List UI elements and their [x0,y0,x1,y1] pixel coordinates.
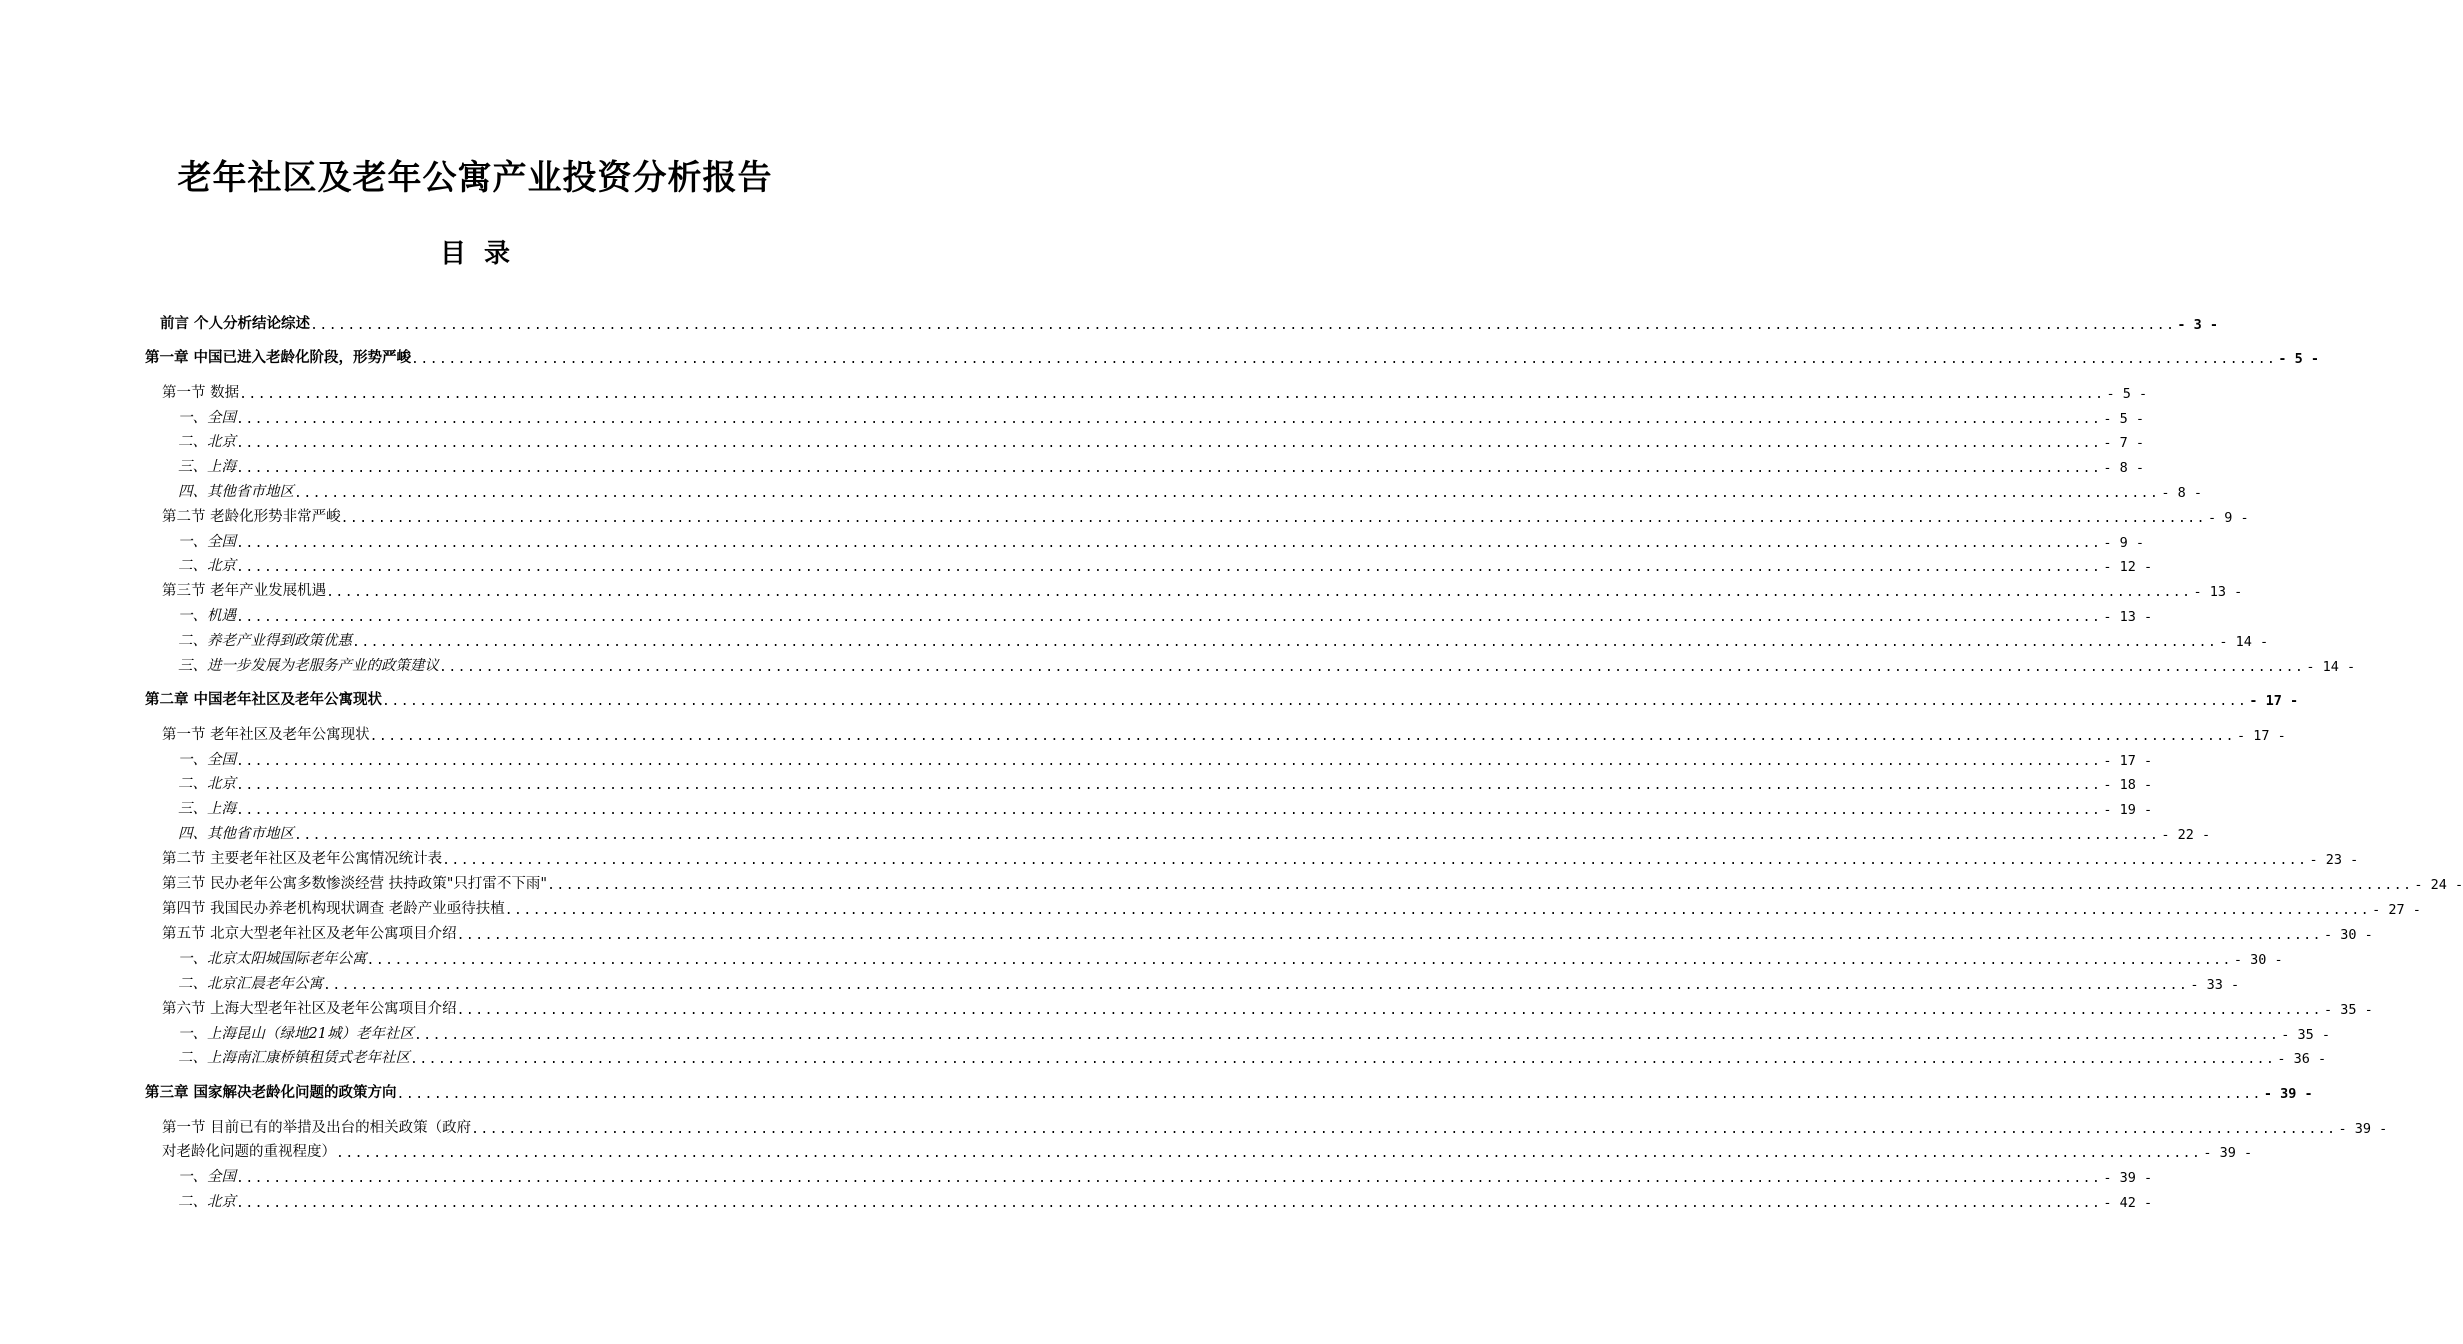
toc-entry-label: 四、其他省市地区 [178,826,294,842]
toc-entry-label: 第一节 数据 [162,385,240,401]
toc-leader-dots: ........................................................................................................................................................................................................ [294,828,2160,843]
toc-entry-label: 一、上海昆山（绿地21城）老年社区 [178,1026,414,1042]
toc-entry-page: - 13 - [2103,609,2153,625]
toc-entry-label: 一、全国 [178,752,236,768]
toc-entry-page: - 17 - [2236,728,2286,744]
toc-entry-label: 一、全国 [178,410,236,426]
toc-entry[interactable] [178,771,2153,793]
toc-entry[interactable] [178,553,2153,575]
toc-leader-dots: ........................................................................................................................................................................................................ [236,610,2102,625]
toc-entry-page: - 19 - [2103,802,2153,818]
toc-entry-label: 对老龄化问题的重视程度） [162,1144,336,1160]
toc-leader-dots: ........................................................................................................................................................................................................ [382,694,2248,709]
toc-entry-label: 四、其他省市地区 [178,484,294,500]
toc-entry-label: 二、北京 [178,434,236,450]
toc-entry-label: 二、北京 [178,1194,236,1210]
toc-leader-dots: ........................................................................................................................................................................................................ [504,903,2371,918]
toc-leader-dots: ........................................................................................................................................................................................................ [442,853,2308,868]
toc-entry-page: - 39 - [2203,1145,2253,1161]
toc-entry-label: 第四节 我国民办养老机构现状调查 老龄产业亟待扶植 [162,901,505,917]
toc-entry[interactable] [178,628,2269,650]
toc-entry[interactable] [178,1021,2331,1043]
toc-entry-label: 三、上海 [178,801,236,817]
toc-entry-page: - 33 - [2190,977,2240,993]
toc-entry[interactable] [178,821,2211,843]
toc-entry[interactable] [162,380,2148,402]
toc-leader-dots: ........................................................................................................................................................................................................ [547,878,2413,893]
toc-entry[interactable] [178,1164,2153,1186]
toc-entry-label: 三、上海 [178,459,236,475]
toc-entry[interactable] [162,1115,2388,1137]
toc-entry-page: - 9 - [2207,510,2249,526]
toc-entry-page: - 35 - [2281,1027,2331,1043]
toc-entry-label: 第一节 目前已有的举措及出台的相关政策（政府 [162,1120,472,1136]
toc-entry-label: 前言 个人分析结论综述 [160,316,311,332]
toc-entry-page: - 39 - [2263,1086,2313,1102]
toc-entry-label: 一、全国 [178,534,236,550]
toc-entry-page: - 14 - [2306,659,2356,675]
toc-entry-label: 第二节 老龄化形势非常严峻 [162,509,341,525]
document-title: 老年社区及老年公寓产业投资分析报告 [177,158,773,198]
toc-leader-dots: ........................................................................................................................................................................................................ [239,387,2105,402]
toc-leader-dots: ........................................................................................................................................................................................................ [294,486,2160,501]
toc-leader-dots: ........................................................................................................................................................................................................ [410,1052,2276,1067]
toc-entry-page: - 22 - [2161,827,2211,843]
toc-entry-label: 一、机遇 [178,608,236,624]
toc-leader-dots: ........................................................................................................................................................................................................ [323,978,2189,993]
toc-entry-page: - 27 - [2372,902,2421,918]
toc-entry[interactable] [145,687,2299,709]
toc-entry-label: 二、北京 [178,776,236,792]
toc-entry-page: - 5 - [2278,351,2320,367]
toc-entry-page: - 36 - [2277,1051,2327,1067]
toc-entry-label: 二、上海南汇康桥镇租赁式老年社区 [178,1050,410,1066]
toc-entry-label: 第五节 北京大型老年社区及老年公寓项目介绍 [162,926,457,942]
toc-entry[interactable] [145,1080,2313,1102]
toc-leader-dots: ........................................................................................................................................................................................................ [236,560,2102,575]
toc-entry-page: - 30 - [2323,927,2373,943]
toc-entry-page: - 17 - [2249,693,2299,709]
toc-leader-dots: ........................................................................................................................................................................................................ [236,536,2102,551]
toc-entry-page: - 3 - [2177,317,2219,333]
toc-entry-label: 第二节 主要老年社区及老年公寓情况统计表 [162,851,443,867]
toc-entry-label: 三、进一步发展为老服务产业的政策建议 [178,658,439,674]
toc-leader-dots: ........................................................................................................................................................................................................ [236,754,2102,769]
toc-entry-page: - 24 - [2414,877,2463,893]
toc-entry[interactable] [162,996,2373,1018]
toc-entry-label: 二、北京汇晨老年公寓 [178,976,323,992]
toc-entry[interactable] [178,946,2283,968]
toc-entry[interactable] [178,796,2153,818]
toc-entry-page: - 5 - [2103,411,2144,427]
toc-leader-dots: ........................................................................................................................................................................................................ [352,635,2218,650]
toc-leader-dots: ........................................................................................................................................................................................................ [411,352,2277,367]
toc-leader-dots: ........................................................................................................................................................................................................ [336,1146,2202,1161]
toc-entry-page: - 35 - [2323,1002,2373,1018]
toc-entry-page: - 30 - [2233,952,2283,968]
toc-leader-dots: ........................................................................................................................................................................................................ [310,318,2176,333]
toc-leader-dots: ........................................................................................................................................................................................................ [396,1087,2262,1102]
toc-entry[interactable] [162,846,2359,868]
toc-entry[interactable] [178,454,2144,476]
toc-entry-page: - 23 - [2309,852,2359,868]
toc-entry[interactable] [178,1189,2153,1211]
toc-entry[interactable] [162,921,2373,943]
toc-leader-dots: ........................................................................................................................................................................................................ [456,1003,2322,1018]
toc-entry-label: 二、养老产业得到政策优惠 [178,633,352,649]
toc-entry-label: 第三节 老年产业发展机遇 [162,583,327,599]
toc-entry-page: - 8 - [2103,460,2144,476]
toc-entry-page: - 13 - [2193,584,2243,600]
toc-leader-dots: ........................................................................................................................................................................................................ [439,660,2305,675]
toc-entry[interactable] [178,653,2356,675]
toc-entry-page: - 42 - [2103,1195,2153,1211]
toc-entry-page: - 39 - [2338,1121,2388,1137]
toc-entry-page: - 39 - [2103,1170,2153,1186]
toc-entry[interactable] [178,603,2153,625]
toc-leader-dots: ........................................................................................................................................................................................................ [413,1028,2280,1043]
toc-entry-label: 第三节 民办老年公寓多数惨淡经营 扶持政策"只打雷不下雨" [162,876,548,892]
toc-leader-dots: ........................................................................................................................................................................................................ [236,461,2102,476]
toc-leader-dots: ........................................................................................................................................................................................................ [236,436,2102,451]
toc-entry-label: 第六节 上海大型老年社区及老年公寓项目介绍 [162,1001,457,1017]
toc-entry-label: 一、北京太阳城国际老年公寓 [178,951,367,967]
toc-entry-page: - 12 - [2103,559,2153,575]
toc-leader-dots: ........................................................................................................................................................................................................ [340,511,2206,526]
toc-entry-label: 第一节 老年社区及老年公寓现状 [162,727,370,743]
toc-entry[interactable] [145,345,2320,367]
toc-entry-page: - 5 - [2106,386,2148,402]
toc-leader-dots: ........................................................................................................................................................................................................ [366,953,2232,968]
toc-entry-page: - 9 - [2103,535,2144,551]
toc-entry[interactable] [162,578,2243,600]
toc-entry-page: - 17 - [2103,753,2153,769]
toc-entry-label: 第一章 中国已进入老龄化阶段，形势严峻 [145,350,412,366]
toc-entry-page: - 14 - [2219,634,2269,650]
toc-entry-page: - 18 - [2103,777,2153,793]
toc-entry-page: - 7 - [2103,435,2144,451]
toc-leader-dots: ........................................................................................................................................................................................................ [236,803,2102,818]
toc-leader-dots: ........................................................................................................................................................................................................ [471,1122,2337,1137]
toc-entry-label: 一、全国 [178,1169,236,1185]
toc-entry[interactable] [162,871,2463,893]
toc-leader-dots: ........................................................................................................................................................................................................ [236,1196,2102,1211]
toc-entry[interactable] [178,429,2144,451]
toc-leader-dots: ........................................................................................................................................................................................................ [456,928,2322,943]
toc-entry-page: - 8 - [2161,485,2202,501]
toc-entry-label: 第三章 国家解决老龄化问题的政策方向 [145,1085,397,1101]
toc-leader-dots: ........................................................................................................................................................................................................ [236,412,2102,427]
toc-entry[interactable] [162,1139,2253,1161]
toc-entry[interactable] [160,311,2219,333]
toc-heading: 目录 [439,239,528,269]
toc-entry[interactable] [178,1045,2327,1067]
toc-entry[interactable] [178,971,2240,993]
toc-leader-dots: ........................................................................................................................................................................................................ [236,1171,2102,1186]
toc-entry[interactable] [162,896,2421,918]
toc-entry[interactable] [178,529,2144,551]
toc-entry[interactable] [178,747,2153,769]
toc-entry[interactable] [178,405,2144,427]
toc-entry[interactable] [162,504,2249,526]
toc-entry[interactable] [162,722,2286,744]
toc-entry-label: 二、北京 [178,558,236,574]
toc-leader-dots: ........................................................................................................................................................................................................ [236,778,2102,793]
toc-entry-label: 第二章 中国老年社区及老年公寓现状 [145,692,383,708]
toc-entry[interactable] [178,479,2202,501]
toc-leader-dots: ........................................................................................................................................................................................................ [369,729,2235,744]
toc-leader-dots: ........................................................................................................................................................................................................ [326,585,2192,600]
